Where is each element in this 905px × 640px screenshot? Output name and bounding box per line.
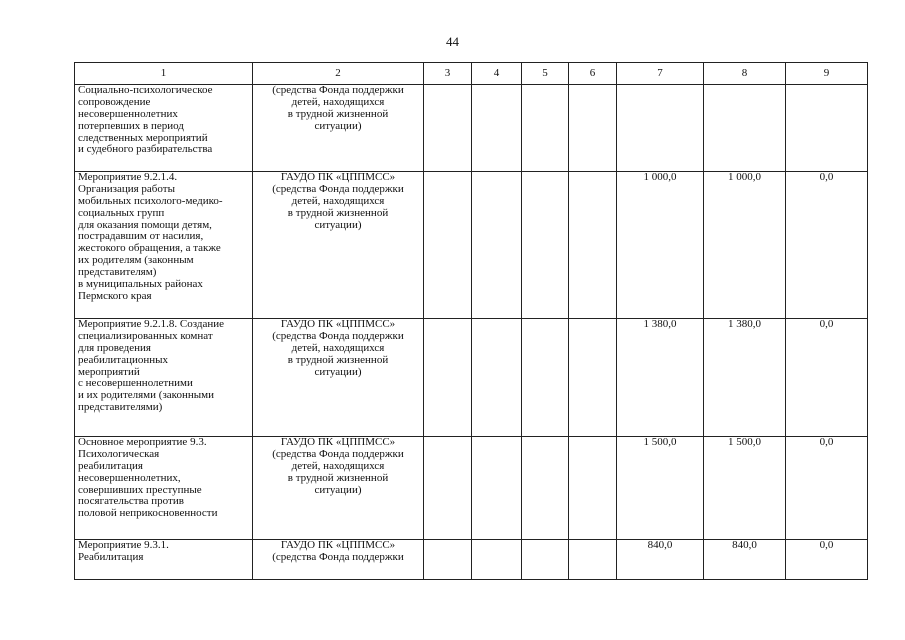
value-cell-9 [786,85,868,172]
value-cell-3 [424,540,472,580]
header-row [75,63,868,85]
value-cell-9: 0,0 [786,319,868,437]
column-header-8: 8 [704,63,786,85]
value-cell-5 [522,85,569,172]
page-number: 44 [446,34,459,49]
column-header-9: 9 [786,63,868,85]
value-cell-6 [569,85,617,172]
column-header-1: 1 [75,63,253,85]
value-cell-7: 1 500,0 [617,437,704,540]
value-cell-8: 1 500,0 [704,437,786,540]
value-cell-8: 840,0 [704,540,786,580]
value-cell-4 [472,540,522,580]
activity-name-cell: Мероприятие 9.2.1.4. Организация работы мобильных психолого-медико- социальных групп для оказания помощи детям, пострадавшим от насилия, жестокого обращения, а также их родителям (законным представителям) в муниципальных районах Пермского края [75,172,253,319]
executor-cell: ГАУДО ПК «ЦППМСС» (средства Фонда поддержки детей, находящихся в трудной жизненной ситуации) [253,172,424,319]
value-cell-8 [704,85,786,172]
value-cell-5 [522,319,569,437]
value-cell-7 [617,85,704,172]
column-header-3: 3 [424,63,472,85]
value-cell-6 [569,540,617,580]
value-cell-3 [424,172,472,319]
column-header-4: 4 [472,63,522,85]
column-header-2: 2 [253,63,424,85]
value-cell-6 [569,172,617,319]
value-cell-8: 1 000,0 [704,172,786,319]
value-cell-9: 0,0 [786,540,868,580]
value-cell-5 [522,172,569,319]
value-cell-7: 1 380,0 [617,319,704,437]
executor-cell: ГАУДО ПК «ЦППМСС» (средства Фонда поддержки детей, находящихся в трудной жизненной ситуации) [253,319,424,437]
activity-name-cell: Социально-психологическое сопровождение несовершеннолетних потерпевших в период следственных мероприятий и судебного разбирательства [75,85,253,172]
column-header-7: 7 [617,63,704,85]
value-cell-4 [472,85,522,172]
table-row [75,172,868,319]
value-cell-7: 840,0 [617,540,704,580]
value-cell-5 [522,540,569,580]
table-row [75,540,868,580]
value-cell-9: 0,0 [786,172,868,319]
value-cell-4 [472,319,522,437]
activity-name-cell: Мероприятие 9.2.1.8. Создание специализированных комнат для проведения реабилитационных мероприятий с несовершеннолетними и их родителями (законными представителями) [75,319,253,437]
value-cell-8: 1 380,0 [704,319,786,437]
activity-name-cell: Основное мероприятие 9.3. Психологическая реабилитация несовершеннолетних, совершивших преступные посягательства против половой неприкосновенности [75,437,253,540]
value-cell-6 [569,319,617,437]
value-cell-4 [472,437,522,540]
value-cell-7: 1 000,0 [617,172,704,319]
table-row [75,437,868,540]
executor-cell: (средства Фонда поддержки детей, находящихся в трудной жизненной ситуации) [253,85,424,172]
value-cell-9: 0,0 [786,437,868,540]
value-cell-5 [522,437,569,540]
column-header-6: 6 [569,63,617,85]
column-header-5: 5 [522,63,569,85]
executor-cell: ГАУДО ПК «ЦППМСС» (средства Фонда поддержки детей, находящихся в трудной жизненной ситуации) [253,437,424,540]
table-row [75,319,868,437]
value-cell-3 [424,85,472,172]
value-cell-6 [569,437,617,540]
activity-name-cell: Мероприятие 9.3.1. Реабилитация [75,540,253,580]
value-cell-3 [424,319,472,437]
executor-cell: ГАУДО ПК «ЦППМСС» (средства Фонда поддержки [253,540,424,580]
budget-table [74,62,868,580]
value-cell-4 [472,172,522,319]
value-cell-3 [424,437,472,540]
table-row [75,85,868,172]
